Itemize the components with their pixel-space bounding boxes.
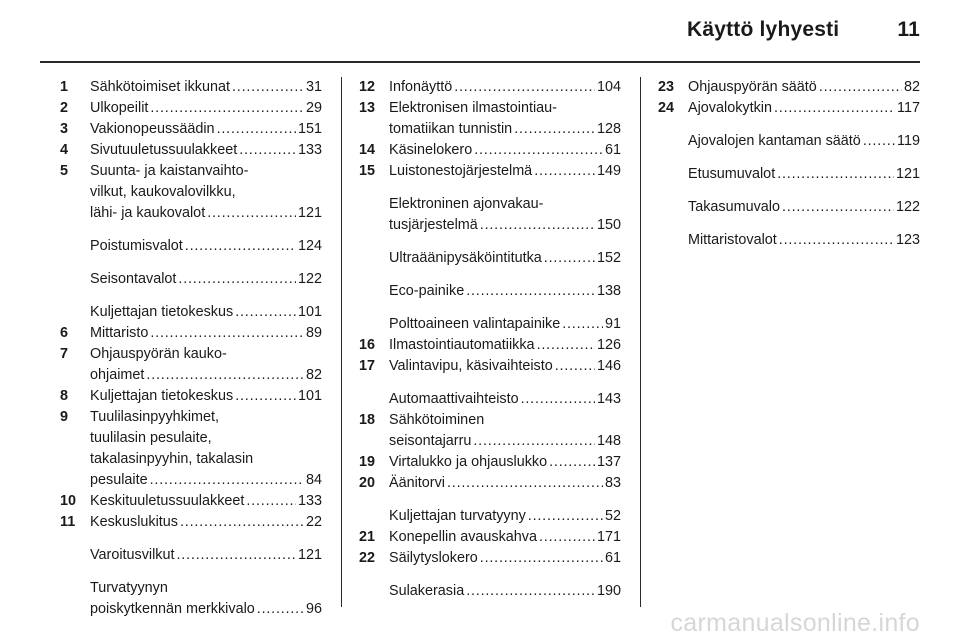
- dot-leader: [257, 599, 304, 620]
- entry-last-line: [688, 197, 920, 218]
- toc-entry[interactable]: [359, 410, 621, 452]
- dot-leader: [777, 164, 894, 185]
- entry-number: 8: [60, 388, 69, 404]
- column-divider-1: [341, 77, 342, 607]
- entry-page-number: 190: [596, 583, 621, 599]
- entry-number: 22: [359, 550, 376, 566]
- entry-page-number: 122: [297, 271, 322, 287]
- entry-last-line: [90, 512, 322, 533]
- entry-label: Ohjauspyörän kauko-: [90, 346, 227, 362]
- toc-entry[interactable]: [60, 119, 322, 140]
- entry-last-line: [389, 119, 621, 140]
- toc-entry[interactable]: [60, 236, 322, 257]
- watermark: carmanualsonline.info: [670, 609, 920, 637]
- entry-page-number: 126: [596, 337, 621, 353]
- entry-page-number: 52: [604, 508, 621, 524]
- entry-label: Kuljettajan tietokeskus: [90, 304, 234, 320]
- toc-entry[interactable]: [60, 512, 322, 533]
- toc-entry[interactable]: [60, 578, 322, 620]
- entry-label: Sivutuuletussuulakkeet: [90, 142, 238, 158]
- entry-label: Valintavipu, käsivaihteisto: [389, 358, 553, 374]
- entry-label: Mittaristovalot: [688, 232, 777, 248]
- toc-entry[interactable]: [359, 98, 621, 140]
- toc-entry[interactable]: [359, 527, 621, 548]
- dot-leader: [232, 77, 304, 98]
- entry-label: Infonäyttö: [389, 79, 453, 95]
- entry-page-number: 138: [596, 283, 621, 299]
- dot-leader: [150, 323, 304, 344]
- entry-label: Konepellin avauskahva: [389, 529, 538, 545]
- dot-leader: [782, 197, 894, 218]
- entry-last-line: [90, 545, 322, 566]
- dot-leader: [555, 356, 595, 377]
- toc-entry[interactable]: [60, 491, 322, 512]
- entry-last-line: [688, 77, 920, 98]
- toc-entry[interactable]: [60, 302, 322, 323]
- entry-page-number: 148: [596, 433, 621, 449]
- entry-label: Ulkopeilit: [90, 100, 149, 116]
- entry-number: 5: [60, 163, 69, 179]
- entry-page-number: 101: [297, 304, 322, 320]
- dot-leader: [466, 581, 595, 602]
- entry-label: Mittaristo: [90, 325, 149, 341]
- toc-entry[interactable]: [359, 548, 621, 569]
- entry-page-number: 151: [297, 121, 322, 137]
- entry-label: Takasumuvalo: [688, 199, 780, 215]
- toc-entry[interactable]: [359, 356, 621, 377]
- entry-last-line: [90, 386, 322, 407]
- entry-page-number: 146: [596, 358, 621, 374]
- entry-page-number: 91: [604, 316, 621, 332]
- entry-page-number: 137: [596, 454, 621, 470]
- entry-page-number: 152: [596, 250, 621, 266]
- dot-leader: [146, 365, 304, 386]
- toc-entry[interactable]: [658, 77, 920, 98]
- entry-page-number: 121: [297, 547, 322, 563]
- dot-leader: [528, 506, 603, 527]
- entry-last-line: [389, 335, 621, 356]
- entry-label: Poistumisvalot: [90, 238, 183, 254]
- section-title: Käyttö lyhyesti: [686, 18, 840, 41]
- entry-label: takalasinpyyhin, takalasin: [90, 451, 254, 467]
- entry-last-line: [389, 314, 621, 335]
- entry-number: 24: [658, 100, 675, 116]
- toc-entry[interactable]: [359, 248, 621, 269]
- dot-leader: [178, 269, 296, 290]
- entry-page-number: 171: [596, 529, 621, 545]
- entry-number: 19: [359, 454, 376, 470]
- entry-number: 23: [658, 79, 675, 95]
- dot-leader: [819, 77, 902, 98]
- toc-entry[interactable]: [359, 194, 621, 236]
- toc-entry[interactable]: [359, 140, 621, 161]
- toc-entry[interactable]: [359, 281, 621, 302]
- toc-entry[interactable]: [60, 344, 322, 386]
- entry-last-line: [389, 452, 621, 473]
- entry-last-line: [90, 269, 322, 290]
- entry-last-line: [389, 248, 621, 269]
- entry-last-line: [389, 527, 621, 548]
- dot-leader: [474, 140, 603, 161]
- entry-label: Säilytyslokero: [389, 550, 478, 566]
- entry-last-line: [90, 203, 322, 224]
- entry-number: 9: [60, 409, 69, 425]
- toc-entry[interactable]: [60, 407, 322, 491]
- entry-label: Ohjauspyörän säätö: [688, 79, 817, 95]
- entry-number: 2: [60, 100, 69, 116]
- entry-label: seisontajarru: [389, 433, 472, 449]
- entry-label: ohjaimet: [90, 367, 145, 383]
- entry-page-number: 82: [305, 367, 322, 383]
- entry-last-line: [389, 548, 621, 569]
- entry-label: Elektronisen ilmastointiau-: [389, 100, 557, 116]
- entry-label: Ajovalokytkin: [688, 100, 772, 116]
- entry-page-number: 121: [297, 205, 322, 221]
- toc-entry[interactable]: [359, 506, 621, 527]
- toc-entry[interactable]: [658, 164, 920, 185]
- toc-entry[interactable]: [359, 473, 621, 494]
- entry-label: Virtalukko ja ohjauslukko: [389, 454, 548, 470]
- entry-last-line: [90, 236, 322, 257]
- entry-number: 21: [359, 529, 376, 545]
- dot-leader: [480, 215, 595, 236]
- entry-label: Sulakerasia: [389, 583, 465, 599]
- toc-column-2: [359, 77, 621, 602]
- entry-page-number: 121: [895, 166, 920, 182]
- entry-label: Käsinelokero: [389, 142, 473, 158]
- entry-last-line: [90, 365, 322, 386]
- dot-leader: [544, 248, 595, 269]
- toc-entry[interactable]: [658, 131, 920, 152]
- entry-last-line: [389, 581, 621, 602]
- toc-entry[interactable]: [60, 269, 322, 290]
- toc-column-1: [60, 77, 322, 620]
- dot-leader: [466, 281, 595, 302]
- entry-page-number: 133: [297, 493, 322, 509]
- entry-number: 15: [359, 163, 376, 179]
- dot-leader: [235, 386, 296, 407]
- entry-last-line: [688, 98, 920, 119]
- dot-leader: [521, 389, 595, 410]
- entry-number: 1: [60, 79, 69, 95]
- page-header: [687, 18, 920, 42]
- dot-leader: [534, 161, 595, 182]
- entry-page-number: 83: [604, 475, 621, 491]
- entry-last-line: [688, 164, 920, 185]
- entry-page-number: 122: [895, 199, 920, 215]
- entry-label: tusjärjestelmä: [389, 217, 478, 233]
- entry-label: poiskytkennän merkkivalo: [90, 601, 255, 617]
- dot-leader: [150, 470, 304, 491]
- header-rule: [40, 61, 920, 63]
- entry-label: Sähkötoimiset ikkunat: [90, 79, 230, 95]
- entry-number: 16: [359, 337, 376, 353]
- entry-page-number: 149: [596, 163, 621, 179]
- entry-last-line: [90, 77, 322, 98]
- toc-entry[interactable]: [359, 314, 621, 335]
- entry-label: Ajovalojen kantaman säätö: [688, 133, 861, 149]
- entry-label: tuulilasin pesulaite,: [90, 430, 212, 446]
- entry-last-line: [688, 230, 920, 251]
- entry-label: Luistonestojärjestelmä: [389, 163, 533, 179]
- entry-number: 13: [359, 100, 376, 116]
- entry-last-line: [90, 140, 322, 161]
- entry-last-line: [389, 215, 621, 236]
- entry-last-line: [90, 491, 322, 512]
- entry-number: 3: [60, 121, 69, 137]
- dot-leader: [863, 131, 895, 152]
- entry-last-line: [389, 161, 621, 182]
- entry-label: Ilmastointiautomatiikka: [389, 337, 535, 353]
- toc-entry[interactable]: [359, 335, 621, 356]
- entry-page-number: 29: [305, 100, 322, 116]
- toc-entry[interactable]: [60, 386, 322, 407]
- entry-page-number: 61: [604, 550, 621, 566]
- entry-number: 17: [359, 358, 376, 374]
- toc-entry[interactable]: [359, 389, 621, 410]
- entry-label: vilkut, kaukovalovilkku,: [90, 184, 236, 200]
- entry-label: Elektroninen ajonvakau-: [389, 196, 544, 212]
- entry-number: 12: [359, 79, 376, 95]
- entry-page-number: 101: [297, 388, 322, 404]
- entry-number: 6: [60, 325, 69, 341]
- toc-entry[interactable]: [359, 161, 621, 182]
- entry-page-number: 104: [596, 79, 621, 95]
- dot-leader: [537, 335, 595, 356]
- entry-last-line: [389, 77, 621, 98]
- entry-last-line: [90, 302, 322, 323]
- entry-label: Keskituuletussuulakkeet: [90, 493, 245, 509]
- entry-last-line: [389, 356, 621, 377]
- dot-leader: [549, 452, 595, 473]
- entry-label: tomatiikan tunnistin: [389, 121, 513, 137]
- entry-label: Varoitusvilkut: [90, 547, 175, 563]
- entry-label: Suunta- ja kaistanvaihto-: [90, 163, 249, 179]
- dot-leader: [150, 98, 304, 119]
- entry-label: Etusumuvalot: [688, 166, 776, 182]
- entry-last-line: [389, 389, 621, 410]
- entry-page-number: 22: [305, 514, 322, 530]
- entry-number: 7: [60, 346, 69, 362]
- toc-entry[interactable]: [658, 230, 920, 251]
- entry-label: Kuljettajan tietokeskus: [90, 388, 234, 404]
- entry-page-number: 133: [297, 142, 322, 158]
- entry-page-number: 96: [305, 601, 322, 617]
- entry-number: 4: [60, 142, 69, 158]
- entry-last-line: [389, 140, 621, 161]
- entry-number: 14: [359, 142, 376, 158]
- entry-last-line: [389, 431, 621, 452]
- entry-label: lähi- ja kaukovalot: [90, 205, 206, 221]
- entry-label: Kuljettajan turvatyyny: [389, 508, 526, 524]
- entry-label: Turvatyynyn: [90, 580, 168, 596]
- entry-last-line: [90, 98, 322, 119]
- toc-entry[interactable]: [658, 197, 920, 218]
- entry-label: Sähkötoiminen: [389, 412, 485, 428]
- entry-label: Vakionopeussäädin: [90, 121, 215, 137]
- toc-entry[interactable]: [60, 77, 322, 98]
- entry-number: 10: [60, 493, 77, 509]
- entry-label: Tuulilasinpyyhkimet,: [90, 409, 220, 425]
- entry-page-number: 84: [305, 472, 322, 488]
- dot-leader: [779, 230, 894, 251]
- dot-leader: [207, 203, 296, 224]
- dot-leader: [447, 473, 603, 494]
- entry-label: Seisontavalot: [90, 271, 177, 287]
- entry-label: Ultraäänipysäköintitutka: [389, 250, 542, 266]
- dot-leader: [774, 98, 895, 119]
- dot-leader: [185, 236, 296, 257]
- dot-leader: [177, 545, 296, 566]
- entry-page-number: 124: [297, 238, 322, 254]
- dot-leader: [514, 119, 595, 140]
- entry-page-number: 61: [604, 142, 621, 158]
- entry-page-number: 31: [305, 79, 322, 95]
- entry-label: pesulaite: [90, 472, 148, 488]
- entry-last-line: [90, 470, 322, 491]
- entry-page-number: 82: [903, 79, 920, 95]
- dot-leader: [217, 119, 296, 140]
- toc-entry[interactable]: [60, 545, 322, 566]
- entry-last-line: [90, 599, 322, 620]
- entry-page-number: 150: [596, 217, 621, 233]
- toc-entry[interactable]: [359, 452, 621, 473]
- page-number: 11: [897, 18, 920, 41]
- entry-last-line: [90, 119, 322, 140]
- dot-leader: [180, 512, 304, 533]
- toc-column-3: [658, 77, 920, 251]
- entry-last-line: [389, 506, 621, 527]
- dot-leader: [239, 140, 296, 161]
- entry-label: Keskuslukitus: [90, 514, 178, 530]
- entry-page-number: 89: [305, 325, 322, 341]
- toc-entry[interactable]: [359, 581, 621, 602]
- entry-number: 11: [60, 514, 76, 530]
- dot-leader: [454, 77, 595, 98]
- entry-label: Eco-painike: [389, 283, 465, 299]
- entry-label: Äänitorvi: [389, 475, 445, 491]
- entry-page-number: 123: [895, 232, 920, 248]
- entry-last-line: [688, 131, 920, 152]
- toc-entry[interactable]: [60, 140, 322, 161]
- dot-leader: [246, 491, 296, 512]
- entry-number: 18: [359, 412, 376, 428]
- entry-page-number: 117: [897, 100, 920, 116]
- entry-page-number: 128: [596, 121, 621, 137]
- dot-leader: [235, 302, 296, 323]
- toc-entry[interactable]: [359, 77, 621, 98]
- entry-page-number: 119: [897, 133, 920, 149]
- entry-page-number: 143: [596, 391, 621, 407]
- dot-leader: [473, 431, 595, 452]
- toc-entry[interactable]: [60, 161, 322, 224]
- dot-leader: [539, 527, 595, 548]
- entry-label: Automaattivaihteisto: [389, 391, 519, 407]
- entry-last-line: [389, 281, 621, 302]
- dot-leader: [562, 314, 603, 335]
- entry-label: Polttoaineen valintapainike: [389, 316, 561, 332]
- entry-last-line: [389, 473, 621, 494]
- toc-entry[interactable]: [60, 98, 322, 119]
- entry-last-line: [90, 323, 322, 344]
- entry-number: 20: [359, 475, 376, 491]
- toc-entry[interactable]: [658, 98, 920, 119]
- column-divider-2: [640, 77, 641, 607]
- toc-entry[interactable]: [60, 323, 322, 344]
- dot-leader: [480, 548, 603, 569]
